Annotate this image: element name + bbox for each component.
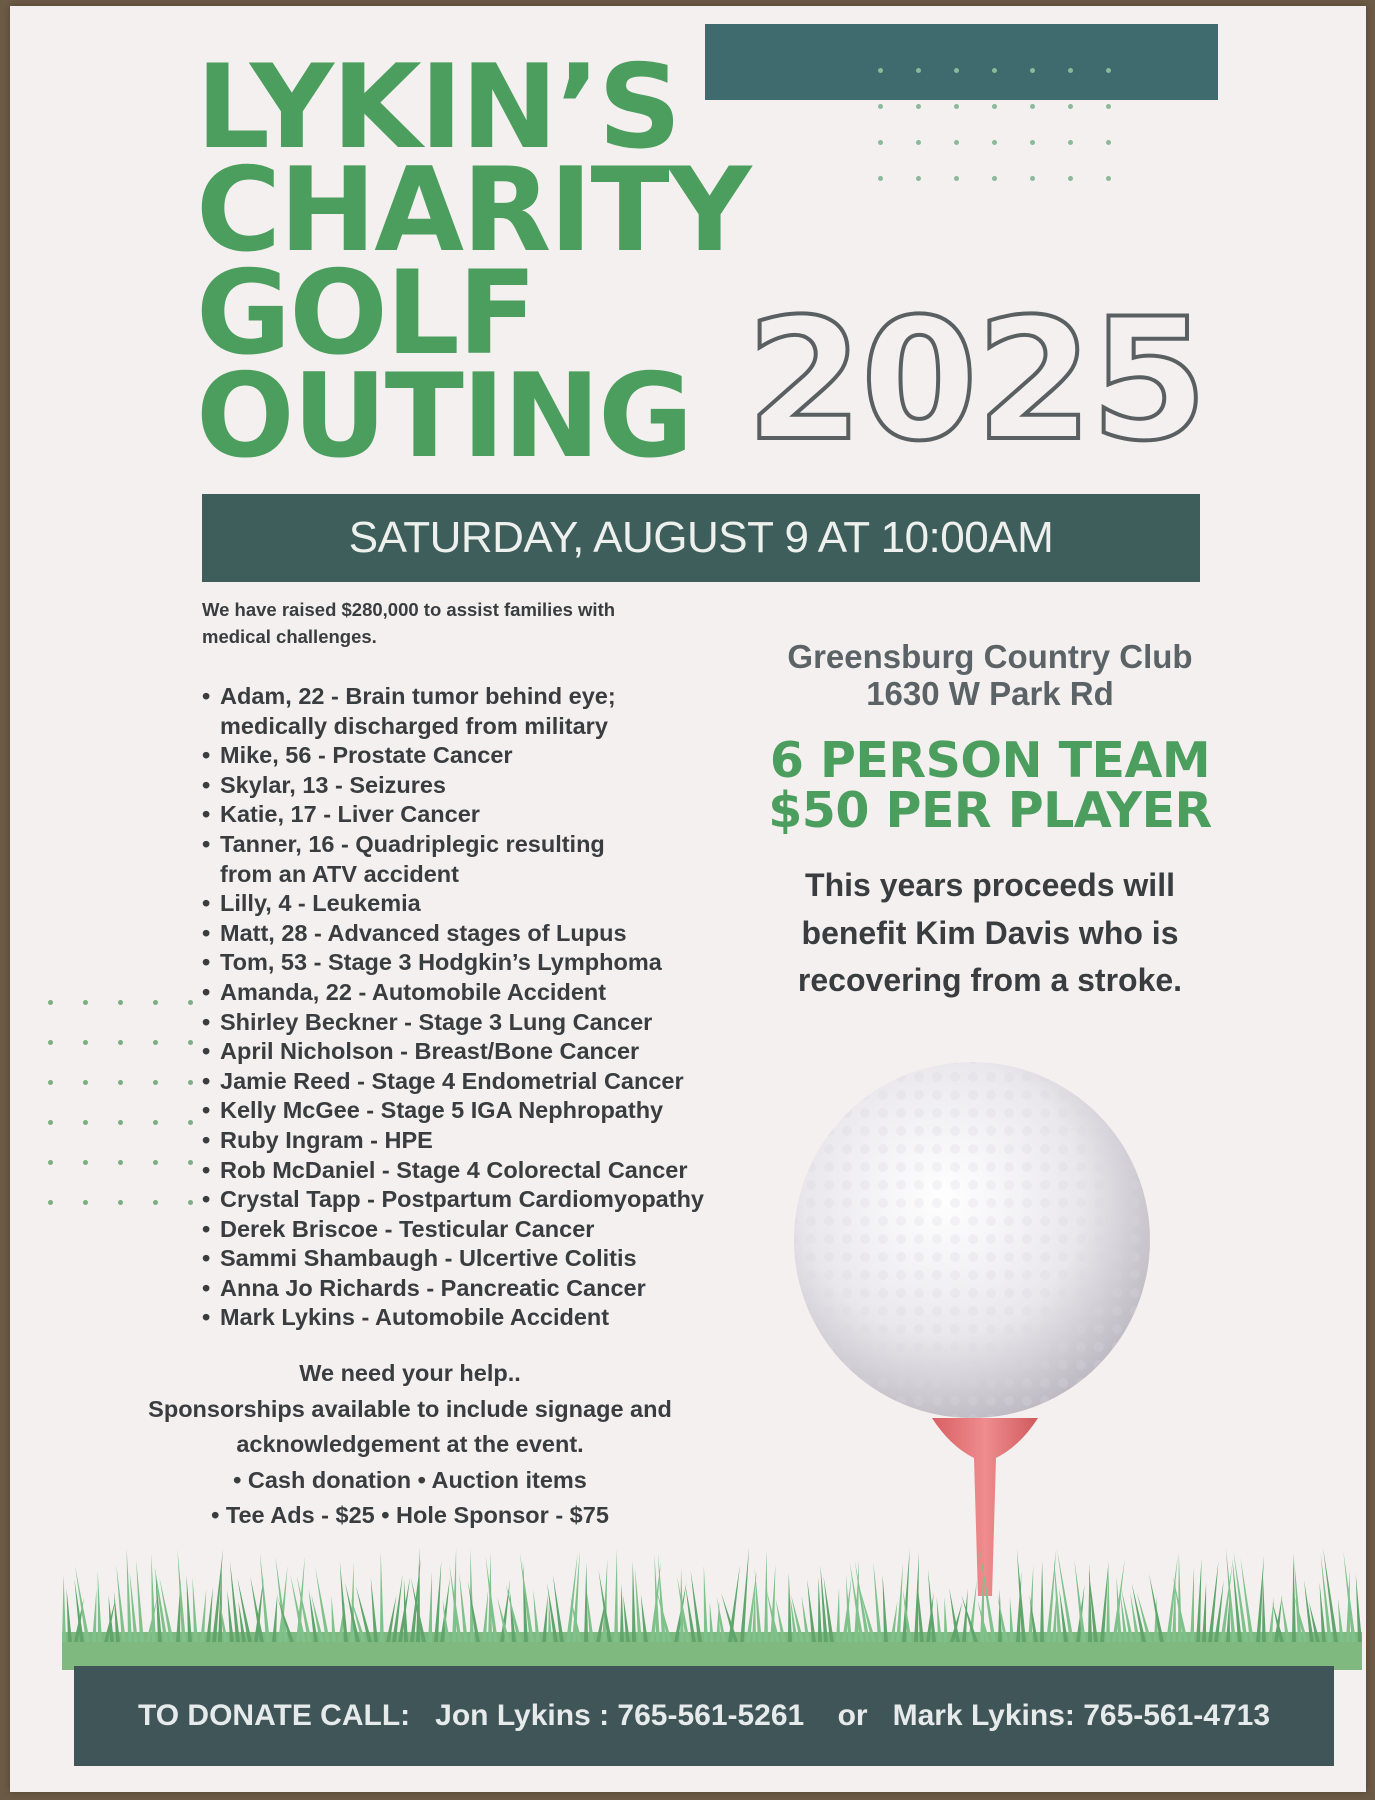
grass-blade (764, 1550, 768, 1642)
beneficiary-item: • Tanner, 16 - Quadriplegic resulting from an ATV accident (202, 830, 640, 889)
grass-blade (740, 1547, 749, 1642)
venue-address: 1630 W Park Rd (866, 675, 1114, 712)
beneficiary-item: • Lilly, 4 - Leukemia (202, 889, 704, 919)
donate-contact-text: TO DONATE CALL: Jon Lykins : 765-561-5261 or Mark Lykins: 765-561-4713 (137, 1699, 1271, 1732)
grass-blade (186, 1575, 192, 1642)
grass-blade (62, 1575, 66, 1642)
grass-blade (1178, 1552, 1182, 1642)
grass-graphic (62, 1546, 1362, 1676)
grass-blade (710, 1602, 714, 1642)
grass-blade (896, 1563, 903, 1642)
title-line: CHARITY (196, 143, 750, 278)
event-date: SATURDAY, AUGUST 9 AT 10:00AM (348, 513, 1054, 562)
grass-blade (155, 1566, 168, 1642)
golf-ball-icon (794, 1062, 1150, 1418)
flyer-page (10, 6, 1366, 1792)
help-text: acknowledgement at the event. (236, 1431, 584, 1457)
grass-blade (614, 1549, 618, 1642)
grass-blade (151, 1553, 156, 1642)
player-price: $50 PER PLAYER (768, 782, 1212, 839)
donate-contact-banner (74, 1666, 1334, 1766)
proceeds-line: benefit Kim Davis who is (801, 914, 1179, 951)
title-line: OUTING (196, 349, 692, 484)
grass-blade (380, 1552, 384, 1642)
grass-blade (1106, 1564, 1110, 1642)
beneficiary-item: • Rob McDaniel - Stage 4 Colorectal Cancer (202, 1156, 704, 1186)
grass-blade (944, 1597, 948, 1642)
beneficiary-item: • Katie, 17 - Liver Cancer (202, 800, 704, 830)
grass-blade (873, 1562, 882, 1642)
help-text: Sponsorships available to include signage and (148, 1395, 672, 1422)
grass-blade (1292, 1552, 1296, 1642)
grass-blade (98, 1571, 102, 1642)
grass-blade (620, 1584, 624, 1642)
beneficiary-item: • Anna Jo Richards - Pancreatic Cancer (202, 1274, 704, 1304)
grass-blade (315, 1568, 330, 1642)
grass-blade (92, 1589, 96, 1642)
beneficiary-item: • Derek Briscoe - Testicular Cancer (202, 1215, 704, 1245)
beneficiary-item: • Jamie Reed - Stage 4 Endometrial Cancer (202, 1067, 704, 1097)
grass-blade (836, 1588, 840, 1642)
title-line: LYKIN’S (196, 40, 680, 175)
proceeds-line: This years proceeds will (805, 867, 1175, 903)
grass-blade (459, 1573, 468, 1642)
beneficiary-item: • Sammi Shambaugh - Ulcertive Colitis (202, 1244, 704, 1274)
grass-blade (1190, 1567, 1194, 1642)
beneficiary-item: • Tom, 53 - Stage 3 Hodgkin’s Lymphoma (202, 948, 704, 978)
grass-blade (704, 1566, 708, 1642)
grass-blade (1356, 1574, 1362, 1642)
grass-blade (1202, 1582, 1206, 1642)
beneficiary-item: • Skylar, 13 - Seizures (202, 771, 704, 801)
beneficiary-item: • Adam, 22 - Brain tumor behind eye; medically discharged from military (202, 682, 640, 741)
beneficiary-item: • April Nicholson - Breast/Bone Cancer (202, 1037, 704, 1067)
grass-blade (883, 1575, 888, 1642)
grass-blade (1196, 1559, 1202, 1642)
beneficiary-item: • Mike, 56 - Prostate Cancer (202, 741, 704, 771)
beneficiary-item: • Matt, 28 - Advanced stages of Lupus (202, 919, 704, 949)
grass-blade (1166, 1556, 1178, 1642)
proceeds-line: recovering from a stroke. (797, 962, 1183, 998)
grass-blade (434, 1561, 441, 1642)
grass-blade (136, 1559, 144, 1642)
grass-blade (635, 1568, 642, 1642)
grass-blade (658, 1553, 666, 1642)
grass-blade (1040, 1560, 1044, 1642)
beneficiary-item: • Mark Lykins - Automobile Accident (202, 1303, 704, 1333)
help-heading: We need your help.. (299, 1360, 521, 1386)
title-line: GOLF (196, 246, 535, 381)
fundraising-intro: We have raised $280,000 to assist families with medical challenges. (202, 599, 616, 647)
beneficiary-item: • Ruby Ingram - HPE (202, 1126, 704, 1156)
grass-blade (1240, 1558, 1254, 1642)
golf-ball-on-tee-illustration (10, 6, 1366, 1792)
event-year: 2025 (746, 282, 1206, 478)
sponsorship-prices: • Tee Ads - $25 • Hole Sponsor - $75 (211, 1502, 609, 1528)
team-size: 6 PERSON TEAM (769, 732, 1211, 789)
venue-name: Greensburg Country Club (787, 638, 1193, 675)
grass-blade (1010, 1597, 1014, 1642)
beneficiary-item: • Shirley Beckner - Stage 3 Lung Cancer (202, 1008, 704, 1038)
sponsorship-options: • Cash donation • Auction items (233, 1466, 587, 1493)
beneficiary-item: • Amanda, 22 - Automobile Accident (202, 978, 704, 1008)
beneficiary-item: • Kelly McGee - Stage 5 IGA Nephropathy (202, 1096, 704, 1126)
grass-blade (428, 1571, 432, 1642)
grass-blade (331, 1596, 336, 1642)
grass-blade (716, 1602, 720, 1642)
beneficiary-item: • Crystal Tapp - Postpartum Cardiomyopathy (202, 1185, 704, 1215)
